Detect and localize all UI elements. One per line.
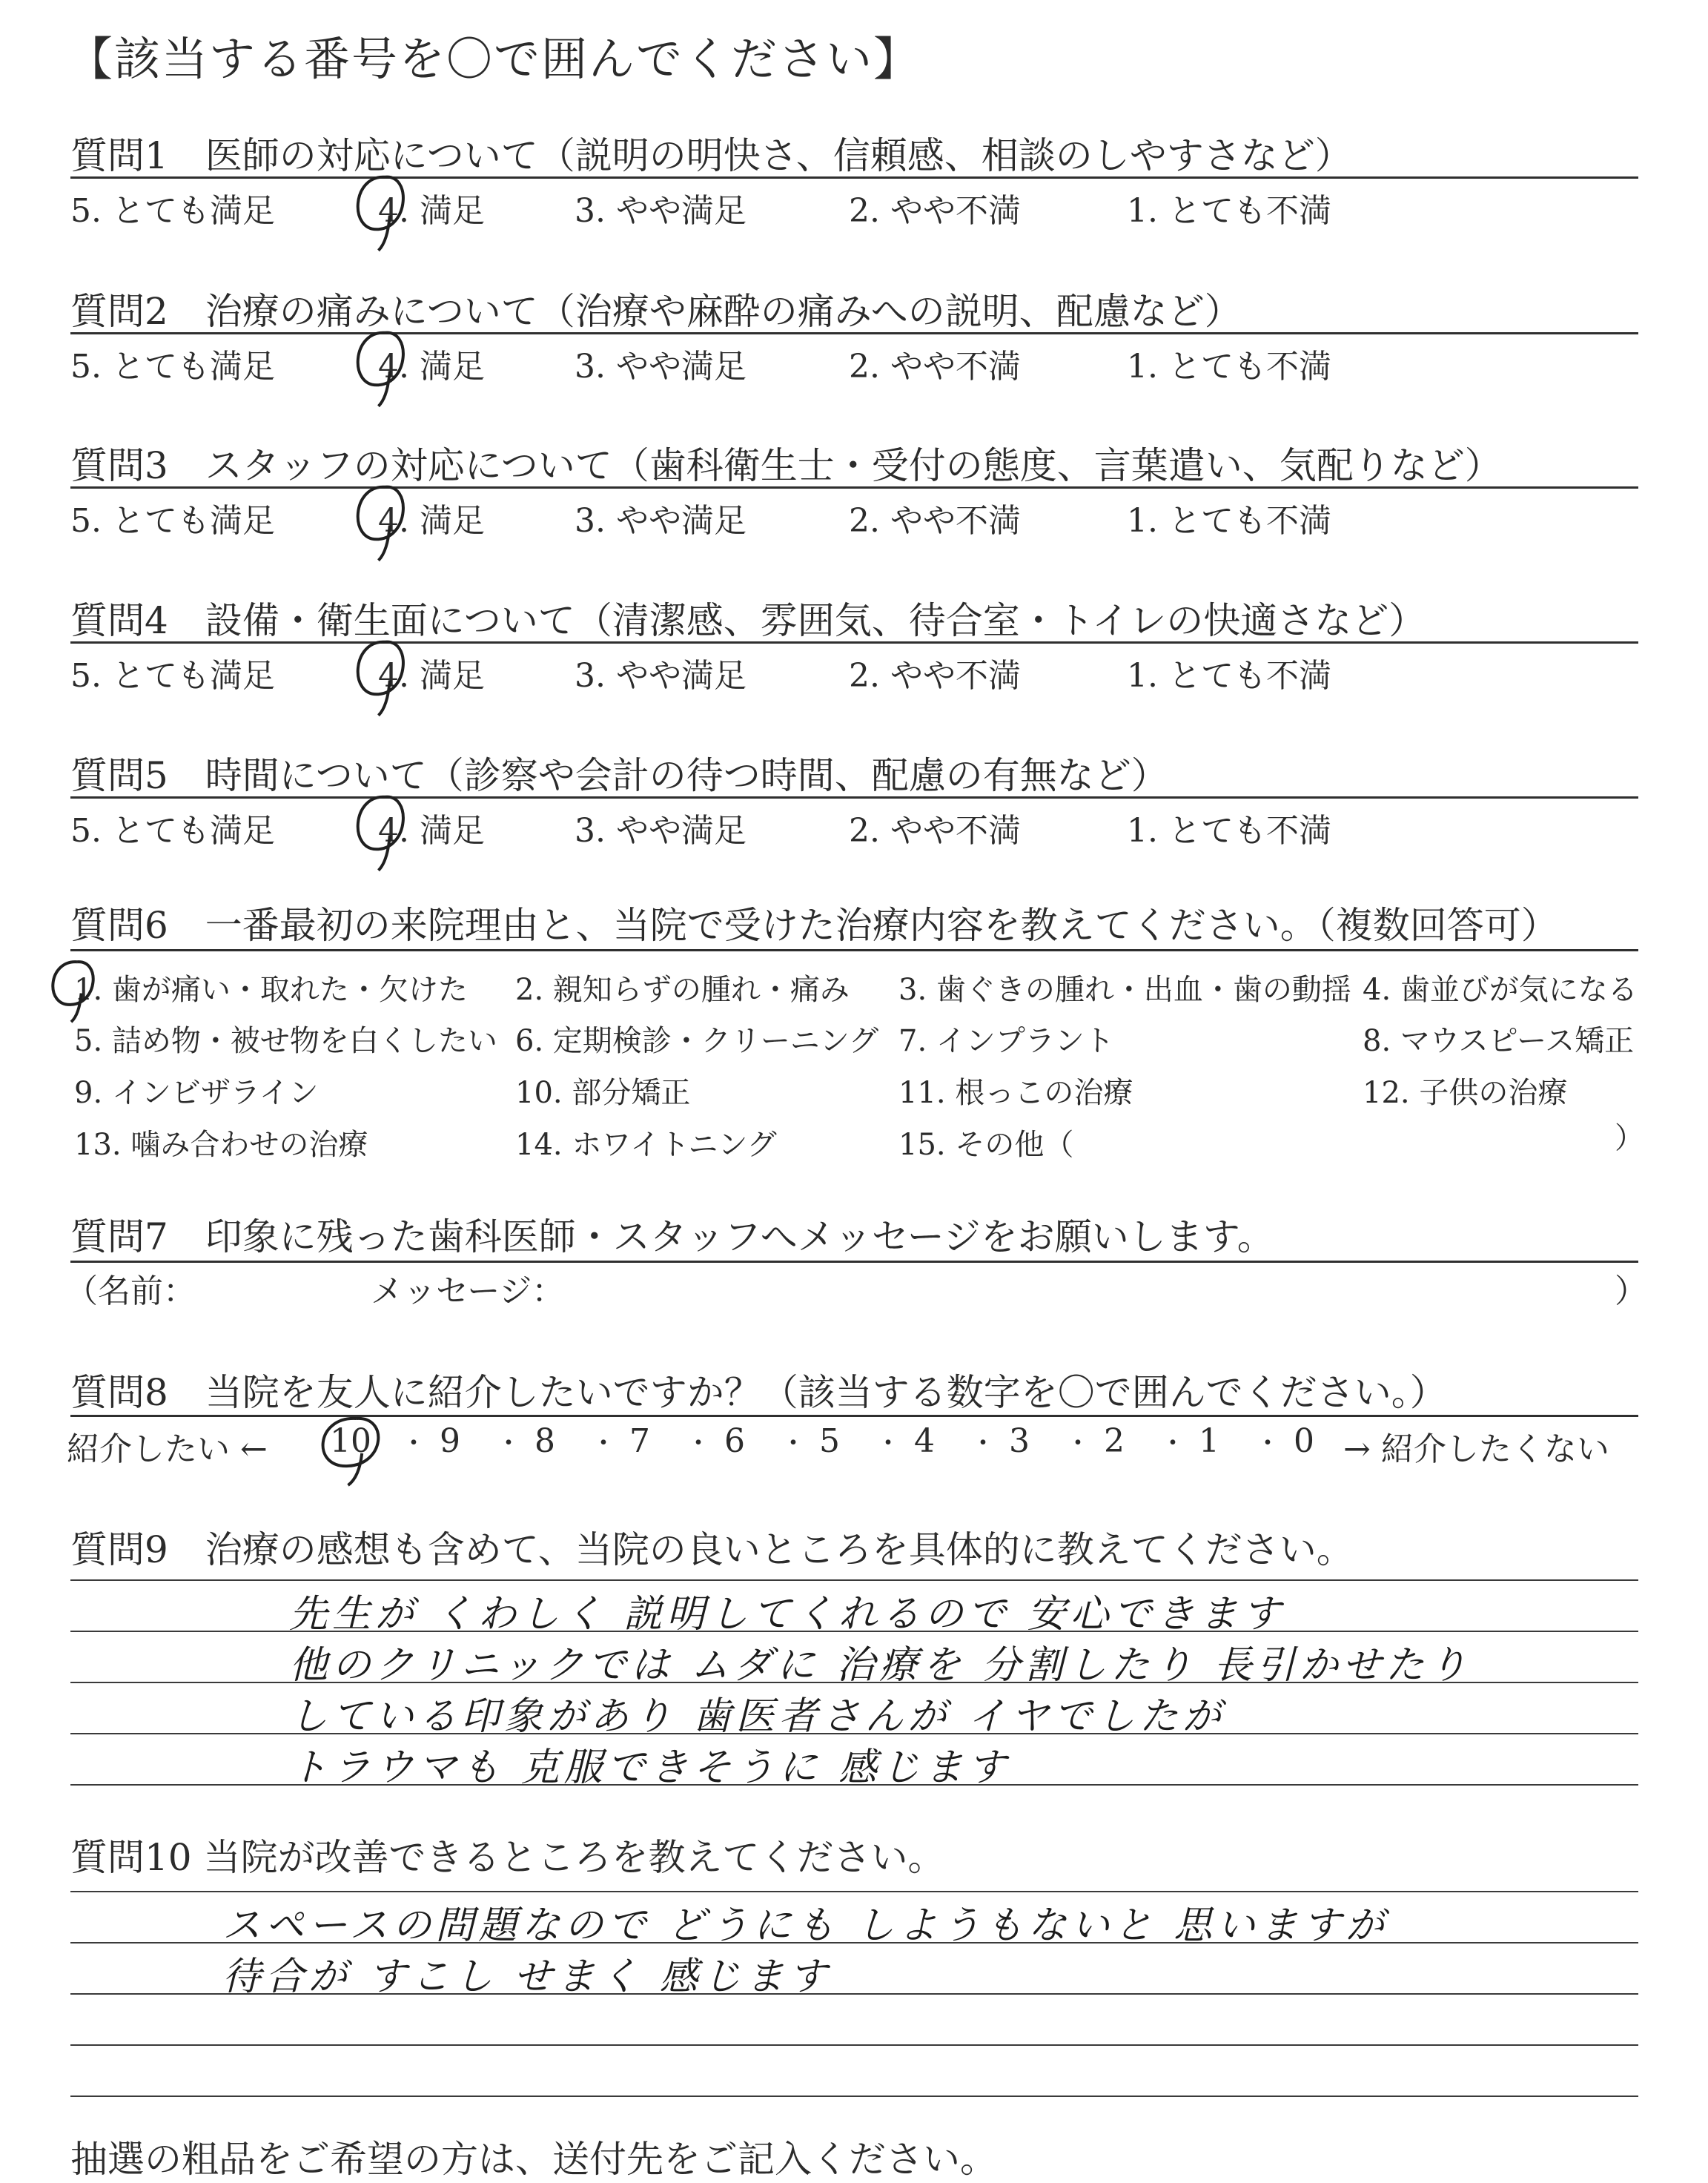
q6-option-4[interactable]: 4. 歯並びが気になる: [1363, 973, 1638, 1007]
q3-option-1[interactable]: 1. とても不満: [1127, 502, 1331, 540]
q6-title: 質問6 一番最初の来院理由と、当院で受けた治療内容を教えてください。（複数回答可）: [70, 904, 1558, 947]
q8-rule: [70, 1415, 1638, 1417]
q8-separator-dot: ・: [590, 1428, 618, 1459]
footer-note: 抽選の粗品をご希望の方は、送付先をご記入ください。: [70, 2138, 997, 2181]
q6-option-10[interactable]: 10. 部分矯正: [515, 1076, 691, 1110]
q6-option-8[interactable]: 8. マウスピース矯正: [1363, 1024, 1635, 1058]
answer-rule-line: [70, 2096, 1638, 2097]
answer-rule-line: [70, 1891, 1638, 1892]
q6-option-6[interactable]: 6. 定期検診・クリーニング: [515, 1024, 879, 1058]
q9-handwritten-line: 他のクリニックでは ムダに 治療を 分割したり 長引かせたり: [289, 1643, 1472, 1688]
q2-option-1[interactable]: 1. とても不満: [1127, 348, 1331, 386]
q1-circle-mark: [348, 171, 415, 252]
q8-score-1[interactable]: 1: [1199, 1422, 1219, 1460]
q8-score-10[interactable]: 10: [330, 1422, 371, 1460]
q8-separator-dot: ・: [875, 1428, 902, 1459]
q8-separator-dot: ・: [780, 1428, 807, 1459]
q2-option-2[interactable]: 2. やや不満: [849, 348, 1021, 386]
q1-option-1[interactable]: 1. とても不満: [1127, 192, 1331, 230]
page-header: 【該当する番号を〇で囲んでください】: [67, 32, 921, 86]
q6-option-7[interactable]: 7. インプラント: [898, 1024, 1114, 1058]
q3-rule: [70, 486, 1638, 489]
q8-score-6[interactable]: 6: [724, 1422, 745, 1460]
q9-title: 質問9 治療の感想も含めて、当院の良いところを具体的に教えてください。: [70, 1528, 1354, 1571]
q8-score-2[interactable]: 2: [1104, 1422, 1125, 1460]
q5-circle-mark: [348, 790, 415, 872]
q1-title: 質問1 医師の対応について（説明の明快さ、信頼感、相談のしやすさなど）: [70, 134, 1352, 177]
q3-title: 質問3 スタッフの対応について（歯科衛生士・受付の態度、言葉遣い、気配りなど）: [70, 444, 1502, 487]
answer-rule-line: [70, 1579, 1638, 1581]
q5-option-5[interactable]: 5. とても満足: [70, 812, 275, 850]
q6-option-15[interactable]: 15. その他（: [898, 1128, 1074, 1162]
q4-circle-mark: [348, 635, 415, 717]
q8-title: 質問8 当院を友人に紹介したいですか？（該当する数字を〇で囲んでください。）: [70, 1371, 1447, 1414]
q2-option-5[interactable]: 5. とても満足: [70, 348, 275, 386]
q6-option-13[interactable]: 13. 噛み合わせの治療: [74, 1128, 368, 1162]
q2-option-3[interactable]: 3. やや満足: [575, 348, 747, 386]
q8-circle-mark: [311, 1413, 393, 1487]
q1-option-5[interactable]: 5. とても満足: [70, 192, 275, 230]
q6-option-14[interactable]: 14. ホワイトニング: [515, 1128, 777, 1162]
q3-circle-mark: [348, 480, 415, 562]
q1-rule: [70, 176, 1638, 179]
q8-separator-dot: ・: [685, 1428, 712, 1459]
q6-rule: [70, 949, 1638, 951]
q4-title: 質問4 設備・衛生面について（清潔感、雰囲気、待合室・トイレの快適さなど）: [70, 599, 1426, 642]
q4-option-4[interactable]: 4. 満足: [378, 657, 485, 695]
q8-score-8[interactable]: 8: [534, 1422, 555, 1460]
q4-option-5[interactable]: 5. とても満足: [70, 657, 275, 695]
q6-option-9[interactable]: 9. インビザライン: [74, 1076, 319, 1110]
q9-handwritten-line: トラウマも 克服できそうに 感じます: [289, 1746, 1011, 1790]
q8-score-5[interactable]: 5: [819, 1422, 840, 1460]
q6-option-12[interactable]: 12. 子供の治療: [1363, 1076, 1568, 1110]
q10-handwritten-line: スペースの問題なので どうにも しようもないと 思いますが: [222, 1903, 1388, 1948]
q8-score-4[interactable]: 4: [914, 1422, 935, 1460]
q6-option-11[interactable]: 11. 根っこの治療: [898, 1076, 1133, 1110]
q5-option-3[interactable]: 3. やや満足: [575, 812, 747, 850]
q8-left-label: 紹介したい ←: [67, 1430, 268, 1468]
q1-option-4[interactable]: 4. 満足: [378, 192, 485, 230]
q8-separator-dot: ・: [1159, 1428, 1187, 1459]
q8-score-7[interactable]: 7: [629, 1422, 650, 1460]
q10-title: 質問10 当院が改善できるところを教えてください。: [70, 1836, 945, 1879]
q8-score-0[interactable]: 0: [1294, 1422, 1314, 1460]
q3-option-2[interactable]: 2. やや不満: [849, 502, 1021, 540]
q5-option-2[interactable]: 2. やや不満: [849, 812, 1021, 850]
q2-circle-mark: [348, 326, 415, 408]
q2-option-4[interactable]: 4. 満足: [378, 348, 485, 386]
q2-rule: [70, 332, 1638, 334]
q8-right-label: → 紹介したくない: [1343, 1430, 1609, 1468]
q1-option-2[interactable]: 2. やや不満: [849, 192, 1021, 230]
q6-option-3[interactable]: 3. 歯ぐきの腫れ・出血・歯の動揺: [898, 973, 1351, 1007]
q4-option-2[interactable]: 2. やや不満: [849, 657, 1021, 695]
q3-option-5[interactable]: 5. とても満足: [70, 502, 275, 540]
q6-option-2[interactable]: 2. 親知らずの腫れ・痛み: [515, 973, 850, 1007]
q7-message-label: メッセージ：: [371, 1272, 565, 1310]
q6-option-5[interactable]: 5. 詰め物・被せ物を白くしたい: [74, 1024, 497, 1058]
q6-option-1[interactable]: 1. 歯が痛い・取れた・欠けた: [74, 973, 468, 1007]
q1-option-3[interactable]: 3. やや満足: [575, 192, 747, 230]
q5-option-1[interactable]: 1. とても不満: [1127, 812, 1331, 850]
q7-name-label: （名前：: [65, 1272, 196, 1310]
q4-rule: [70, 641, 1638, 644]
q8-separator-dot: ・: [495, 1428, 523, 1459]
q3-option-4[interactable]: 4. 満足: [378, 502, 485, 540]
q5-rule: [70, 796, 1638, 799]
q5-option-4[interactable]: 4. 満足: [378, 812, 485, 850]
q6-close-paren: ）: [1615, 1121, 1644, 1155]
q7-title: 質問7 印象に残った歯科医師・スタッフへメッセージをお願いします。: [70, 1215, 1274, 1258]
q10-handwritten-line: 待合が すこし せまく 感じます: [222, 1955, 832, 1999]
q8-separator-dot: ・: [400, 1428, 428, 1459]
answer-rule-line: [70, 2044, 1638, 2046]
q8-score-9[interactable]: 9: [440, 1422, 460, 1460]
q5-title: 質問5 時間について（診察や会計の待つ時間、配慮の有無など）: [70, 754, 1168, 797]
q9-handwritten-line: している印象があり 歯医者さんが イヤでしたが: [289, 1694, 1226, 1739]
q3-option-3[interactable]: 3. やや満足: [575, 502, 747, 540]
q8-separator-dot: ・: [1065, 1428, 1092, 1459]
q7-rule: [70, 1261, 1638, 1263]
q7-close-paren: ）: [1615, 1272, 1647, 1310]
q6-circle-mark: [44, 957, 104, 1023]
q4-option-3[interactable]: 3. やや満足: [575, 657, 747, 695]
q2-title: 質問2 治療の痛みについて（治療や麻酔の痛みへの説明、配慮など）: [70, 290, 1242, 333]
q9-handwritten-line: 先生が くわしく 説明してくれるので 安心できます: [289, 1592, 1285, 1637]
q4-option-1[interactable]: 1. とても不満: [1127, 657, 1331, 695]
q8-separator-dot: ・: [1254, 1428, 1282, 1459]
q8-separator-dot: ・: [970, 1428, 997, 1459]
q8-score-3[interactable]: 3: [1009, 1422, 1030, 1460]
